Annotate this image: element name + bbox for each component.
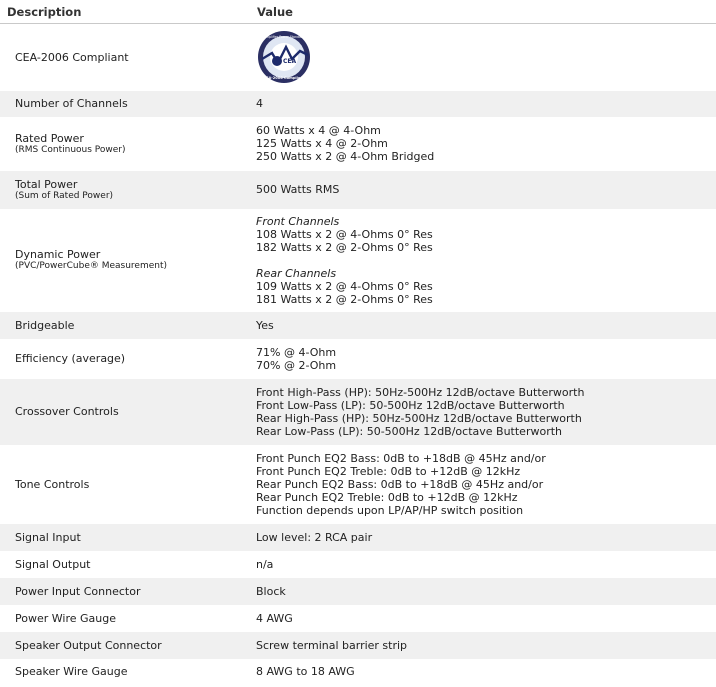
row-label: Power Input Connector bbox=[15, 584, 141, 598]
table-header-row bbox=[0, 0, 716, 24]
table-row bbox=[0, 171, 716, 209]
row-value-line: 250 Watts x 2 @ 4-Ohm Bridged bbox=[256, 150, 435, 163]
row-label: Crossover Controls bbox=[15, 405, 119, 418]
row-label: CEA-2006 Compliant bbox=[15, 50, 129, 64]
row-value-line: Rear Punch EQ2 Bass: 0dB to +18dB @ 45Hz and/or bbox=[256, 477, 544, 491]
header-description: Description bbox=[0, 0, 248, 24]
table-row bbox=[0, 209, 716, 312]
row-label: Signal Output bbox=[15, 557, 91, 571]
row-label: Speaker Output Connector bbox=[15, 638, 162, 652]
header-value: Value bbox=[248, 0, 716, 24]
row-sublabel: (PVC/PowerCube® Measurement) bbox=[15, 261, 168, 271]
row-label: Bridgeable bbox=[15, 318, 75, 332]
row-value-line: 60 Watts x 4 @ 4-Ohm bbox=[256, 124, 381, 137]
row-sublabel: (Sum of Rated Power) bbox=[15, 190, 114, 201]
row-value-line: Front Punch EQ2 Bass: 0dB to +18dB @ 45Hz and/or bbox=[256, 451, 546, 465]
row-value-line: 70% @ 2-Ohm bbox=[256, 358, 337, 372]
badge-mid-text: CEA bbox=[283, 58, 297, 66]
table-row bbox=[0, 445, 716, 524]
row-label: Rated Power bbox=[15, 131, 84, 145]
table-row bbox=[0, 24, 716, 91]
row-value-line: Rear Low-Pass (LP): 50-500Hz 12dB/octave Butterworth bbox=[256, 424, 563, 438]
rear-channels-title: Rear Channels bbox=[256, 266, 337, 280]
row-value: 8 AWG to 18 AWG bbox=[256, 665, 355, 678]
row-label: Total Power bbox=[15, 177, 78, 191]
row-value: 4 bbox=[256, 97, 263, 110]
row-label: Signal Input bbox=[15, 530, 81, 544]
row-label: Dynamic Power bbox=[15, 248, 101, 261]
row-value: Screw terminal barrier strip bbox=[256, 638, 408, 652]
table-row bbox=[0, 524, 716, 551]
row-label: Speaker Wire Gauge bbox=[15, 665, 128, 678]
badge-bottom-text: CEA-2006 Compliant bbox=[263, 76, 305, 81]
row-value: Low level: 2 RCA pair bbox=[256, 530, 373, 544]
table-row bbox=[0, 312, 716, 339]
row-value-line: 181 Watts x 2 @ 2-Ohms 0° Res bbox=[256, 292, 433, 306]
row-label: Power Wire Gauge bbox=[15, 611, 116, 625]
row-sublabel: (RMS Continuous Power) bbox=[15, 144, 126, 155]
badge-top-text: Amplifier Power Standard bbox=[263, 35, 305, 40]
row-value-line: Front Punch EQ2 Treble: 0dB to +12dB @ 12kHz bbox=[256, 464, 521, 478]
table-row bbox=[0, 659, 716, 685]
cea-2006-badge-icon bbox=[256, 29, 312, 85]
front-channels-title: Front Channels bbox=[256, 214, 340, 228]
table-row bbox=[0, 117, 716, 171]
row-label: Efficiency (average) bbox=[15, 352, 126, 365]
row-value-line: 108 Watts x 2 @ 4-Ohms 0° Res bbox=[256, 227, 433, 241]
row-value-line: 182 Watts x 2 @ 2-Ohms 0° Res bbox=[256, 240, 433, 254]
table-row bbox=[0, 632, 716, 659]
row-value-line: Rear Punch EQ2 Treble: 0dB to +12dB @ 12kHz bbox=[256, 490, 518, 504]
row-value-line: 71% @ 4-Ohm bbox=[256, 345, 337, 359]
row-value-line: Rear High-Pass (HP): 50Hz-500Hz 12dB/octave Butterworth bbox=[256, 411, 582, 425]
table-row bbox=[0, 91, 716, 117]
row-value-line: 109 Watts x 2 @ 4-Ohms 0° Res bbox=[256, 279, 433, 293]
table-row bbox=[0, 339, 716, 379]
row-value-line: Front High-Pass (HP): 50Hz-500Hz 12dB/octave Butterworth bbox=[256, 385, 585, 399]
row-value: 500 Watts RMS bbox=[256, 183, 340, 196]
row-value-line: Front Low-Pass (LP): 50-500Hz 12dB/octave Butterworth bbox=[256, 398, 565, 412]
row-value: 4 AWG bbox=[256, 611, 293, 625]
table-row bbox=[0, 379, 716, 445]
row-label: Tone Controls bbox=[15, 477, 90, 491]
row-value: n/a bbox=[256, 557, 274, 571]
row-value: Yes bbox=[256, 318, 274, 332]
row-value-line: Function depends upon LP/AP/HP switch position bbox=[256, 503, 524, 517]
table-row bbox=[0, 551, 716, 578]
table-row bbox=[0, 605, 716, 632]
table-row bbox=[0, 578, 716, 605]
row-label: Number of Channels bbox=[15, 97, 128, 110]
row-value: Block bbox=[256, 584, 286, 598]
row-value-line: 125 Watts x 4 @ 2-Ohm bbox=[256, 137, 388, 150]
